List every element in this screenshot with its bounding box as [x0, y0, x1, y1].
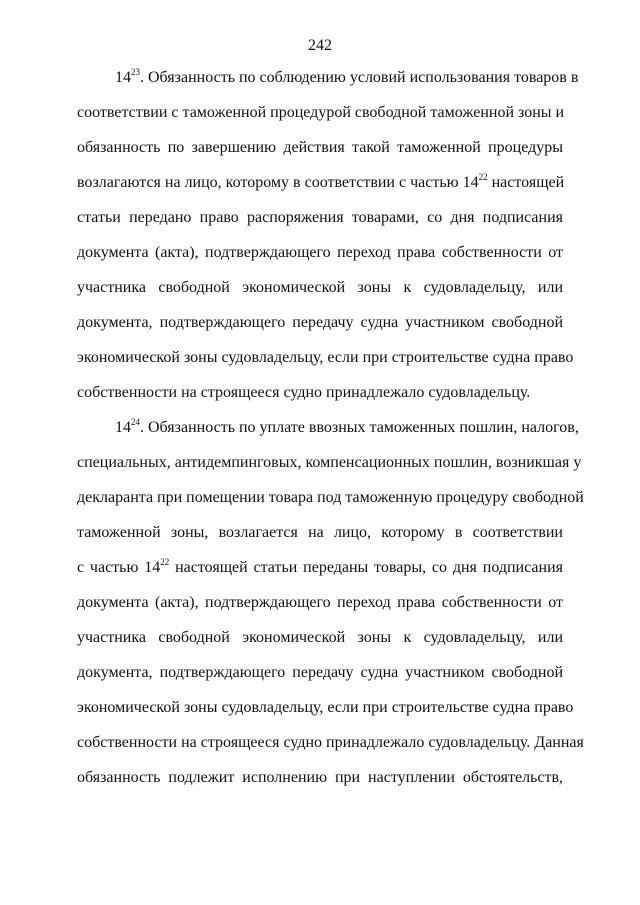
- paragraph-line: специальных, антидемпинговых, компенсационных пошлин, возникшая у: [77, 454, 582, 471]
- paragraph-line: таможенной зоны, возлагается на лицо, которому в соответствии: [77, 524, 563, 541]
- paragraph-line: соответствии с таможенной процедурой свободной таможенной зоны и: [77, 104, 565, 121]
- paragraph-line: участника свободной экономической зоны к судовладельцу, или: [77, 629, 563, 646]
- reference-superscript: 22: [160, 557, 170, 567]
- paragraph-number-superscript: 23: [131, 67, 140, 77]
- paragraph-line: $14^{24}$. Обязанность по уплате ввозных таможенных пошлин, налогов,: [115, 417, 579, 436]
- paragraph-line: с частью $14^{22}$ настоящей статьи переданы товары, со дня подписания: [77, 557, 564, 576]
- paragraph-line: документа, подтверждающего передачу судна участником свободной: [77, 664, 563, 681]
- paragraph-line: экономической зоны судовладельцу, если при строительстве судна право: [77, 349, 574, 366]
- reference-superscript: 22: [478, 172, 488, 182]
- paragraph-line: статьи передано право распоряжения товарами, со дня подписания: [77, 209, 563, 226]
- paragraph-line: возлагаются на лицо, которому в соответствии с частью $14^{22}$ настоящей: [77, 172, 565, 191]
- paragraph-line: документа, подтверждающего передачу судна участником свободной: [77, 314, 563, 331]
- paragraph-number-superscript: 24: [131, 417, 140, 427]
- page-number: 242: [308, 37, 332, 54]
- paragraph-number: 14: [115, 419, 131, 436]
- paragraph-line: документа (акта), подтверждающего переход права собственности от: [77, 594, 563, 611]
- document-body: [77, 60, 584, 795]
- paragraph-line: собственности на строящееся судно принадлежало судовладельцу.: [77, 384, 531, 401]
- paragraph-line: собственности на строящееся судно принадлежало судовладельцу. Данная: [77, 734, 584, 751]
- paragraph-line: участника свободной экономической зоны к судовладельцу, или: [77, 279, 563, 296]
- paragraph-line: обязанность подлежит исполнению при наступлении обстоятельств,: [77, 769, 563, 786]
- paragraph-line: декларанта при помещении товара под таможенную процедуру свободной: [77, 489, 584, 506]
- paragraph-line: экономической зоны судовладельцу, если при строительстве судна право: [77, 699, 574, 716]
- paragraph-line: $14^{23}$. Обязанность по соблюдению условий использования товаров в: [115, 67, 579, 86]
- paragraph-line: обязанность по завершению действия такой таможенной процедуры: [77, 139, 563, 156]
- paragraph-line: документа (акта), подтверждающего переход права собственности от: [77, 244, 563, 261]
- paragraph-number: 14: [115, 69, 131, 86]
